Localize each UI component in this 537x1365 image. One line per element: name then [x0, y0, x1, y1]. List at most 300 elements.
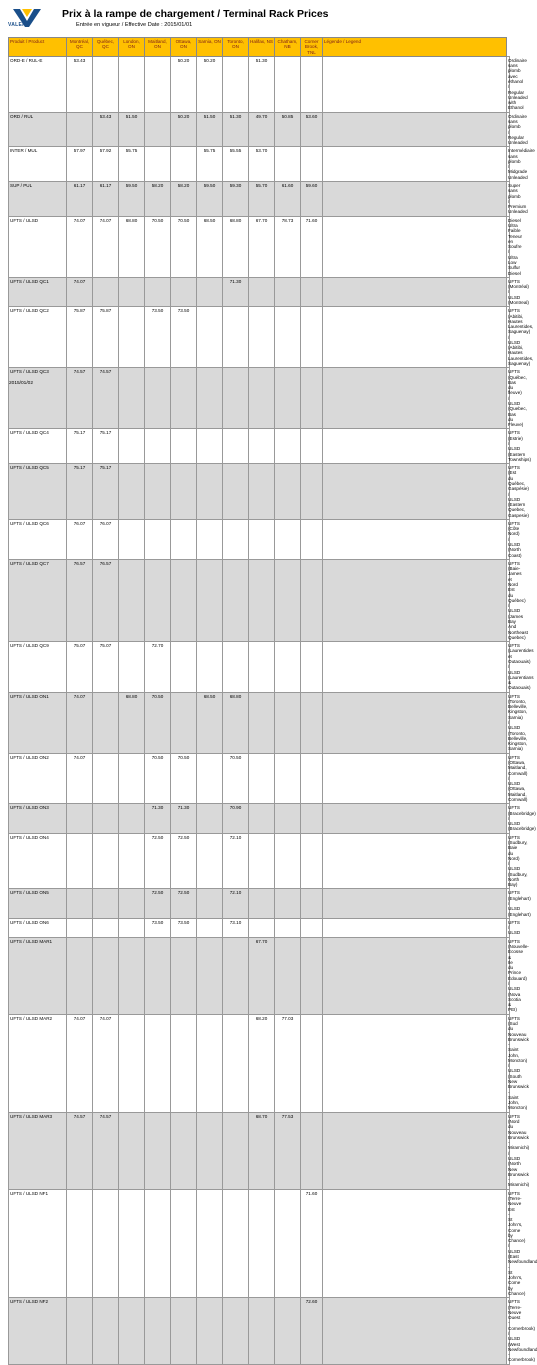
page-title: Prix à la rampe de chargement / Terminal Rack Prices — [62, 8, 329, 20]
price-cell — [119, 559, 145, 641]
price-cell — [249, 429, 275, 464]
price-cell — [119, 753, 145, 804]
product-cell: UFTS / ULSD ON1 — [9, 692, 67, 753]
price-cell: 74.07 — [67, 692, 93, 753]
price-cell — [197, 918, 223, 937]
legend-cell: Intermédiaire sans plomb / Midgrade Unleaded — [508, 148, 535, 180]
table-row — [9, 753, 510, 804]
price-cell — [145, 1112, 171, 1189]
price-cell — [197, 1189, 223, 1298]
legend-cell: UFTS (Abitibi, Hautes Laurentides, Saguenay) / ULSD (Abitibi, Hautes Laurentides, Saguenay) — [508, 308, 534, 367]
price-cell: 68.50 — [197, 216, 223, 277]
legend-cell: UFTS (Terre-Neuve Ouest - Cornerbrook) / ULSD (West Newfoundland - Cornerbrook) — [508, 1299, 537, 1363]
price-cell — [223, 1189, 249, 1298]
price-cell — [119, 277, 145, 306]
price-cell — [275, 147, 301, 182]
price-cell: 70.50 — [171, 753, 197, 804]
price-cell: 59.30 — [223, 182, 249, 217]
product-cell: ORD / RUL — [9, 112, 67, 147]
price-cell — [223, 642, 249, 693]
price-cell — [67, 918, 93, 937]
price-cell — [197, 833, 223, 889]
price-cell — [171, 559, 197, 641]
price-cell — [301, 464, 323, 520]
price-cell: 53.43 — [67, 56, 93, 112]
price-cell: 70.50 — [145, 753, 171, 804]
price-cell — [249, 889, 275, 918]
price-cell: 70.50 — [145, 692, 171, 753]
price-cell: 71.30 — [171, 804, 197, 833]
table-body — [9, 56, 537, 1364]
price-cell — [145, 112, 171, 147]
price-cell — [93, 918, 119, 937]
price-cell: 55.70 — [249, 182, 275, 217]
price-cell: 61.17 — [93, 182, 119, 217]
price-cell — [67, 1189, 93, 1298]
price-cell — [197, 804, 223, 833]
price-cell: 59.50 — [197, 182, 223, 217]
legend-cell: Ordinaire sans plomb avec éthanol / Regular Unleaded with Ethanol — [508, 57, 528, 111]
legend-cell: UFTS (Laurentides et Outaouais) / ULSD (Laurentians & Outaouais) — [508, 643, 534, 691]
price-cell — [171, 1298, 197, 1364]
price-cell: 72.70 — [145, 642, 171, 693]
price-cell — [197, 889, 223, 918]
price-cell — [323, 937, 507, 1014]
legend-cell: UFTS (Est du Québec, Gaspésie) / ULSD (Eastern Quebec, Gaspesie) — [508, 465, 529, 518]
table-row — [9, 147, 510, 182]
price-cell — [145, 937, 171, 1014]
price-cell — [119, 429, 145, 464]
legend-cell: UFTS (Nouvelle-Écosse & Ile du Prince Édouard) / ULSD (Nova Scotia & PEI) — [508, 938, 529, 1013]
table-row — [9, 216, 510, 277]
price-cell — [323, 429, 507, 464]
price-cell — [223, 368, 249, 429]
price-cell: 51.50 — [197, 112, 223, 147]
price-cell: 75.07 — [93, 642, 119, 693]
price-cell — [119, 918, 145, 937]
price-cell — [93, 889, 119, 918]
price-cell — [323, 1298, 507, 1364]
legend-cell: UFTS / ULSD — [508, 919, 521, 936]
price-cell — [323, 216, 507, 277]
product-cell: UFTS / ULSD NF1 — [9, 1189, 67, 1298]
price-cell: 50.85 — [275, 112, 301, 147]
price-cell — [93, 833, 119, 889]
price-cell — [119, 1189, 145, 1298]
price-cell — [275, 804, 301, 833]
price-cell: 68.50 — [197, 692, 223, 753]
price-cell — [275, 642, 301, 693]
table-row — [9, 889, 510, 918]
product-cell: UFTS / ULSD ON6 — [9, 918, 67, 937]
product-cell: ORD-E / RUL-E — [9, 56, 67, 112]
price-cell — [249, 753, 275, 804]
price-cell — [323, 56, 507, 112]
product-cell: UFTS / ULSD QC3 — [9, 368, 67, 429]
product-cell: UFTS / ULSD QC1 — [9, 277, 67, 306]
price-cell: 50.20 — [197, 56, 223, 112]
price-cell — [301, 804, 323, 833]
price-cell — [301, 429, 323, 464]
price-cell: 77.03 — [275, 1014, 301, 1112]
price-cell — [93, 1189, 119, 1298]
price-cell — [119, 642, 145, 693]
price-cell — [67, 889, 93, 918]
price-cell — [93, 692, 119, 753]
price-cell — [223, 1112, 249, 1189]
table-row — [9, 1014, 510, 1112]
price-cell — [301, 937, 323, 1014]
price-cell: 76.07 — [67, 519, 93, 559]
price-cell: 67.70 — [249, 216, 275, 277]
price-cell — [301, 147, 323, 182]
table-row — [9, 519, 510, 559]
price-cell: 75.17 — [67, 429, 93, 464]
price-cell: 55.55 — [223, 147, 249, 182]
price-cell — [275, 692, 301, 753]
product-cell: UFTS / ULSD ON2 — [9, 753, 67, 804]
product-cell: UFTS / ULSD QC4 — [9, 429, 67, 464]
price-cell — [323, 642, 507, 693]
price-cell — [93, 753, 119, 804]
price-cell: 70.50 — [223, 753, 249, 804]
price-cell: 71.60 — [301, 216, 323, 277]
price-cell — [249, 307, 275, 368]
column-header: Toronto, ON — [223, 38, 249, 57]
table-row — [9, 1298, 510, 1364]
price-cell: 74.07 — [67, 216, 93, 277]
product-cell: UFTS / ULSD MAR3 — [9, 1112, 67, 1189]
price-cell: 53.60 — [301, 112, 323, 147]
price-cell: 72.60 — [301, 1298, 323, 1364]
price-cell — [67, 804, 93, 833]
product-cell: UFTS / ULSD NF2 — [9, 1298, 67, 1364]
product-cell: UFTS / ULSD MAR2 — [9, 1014, 67, 1112]
table-row — [9, 182, 510, 217]
price-cell — [323, 918, 507, 937]
price-cell — [249, 559, 275, 641]
price-cell: 53.43 — [93, 112, 119, 147]
legend-cell: UFTS (Sudbury, Baie du Nord) / ULSD (Sudbury, North Bay) — [508, 834, 528, 888]
column-header: Produit / Product — [9, 38, 67, 57]
price-cell — [171, 519, 197, 559]
price-cell — [223, 1298, 249, 1364]
price-cell — [171, 1189, 197, 1298]
price-cell: 76.57 — [67, 559, 93, 641]
table-row — [9, 937, 510, 1014]
price-cell: 70.50 — [171, 216, 197, 277]
price-cell: 74.57 — [93, 368, 119, 429]
price-cell: 72.10 — [223, 833, 249, 889]
column-header: Québec, QC — [93, 38, 119, 57]
price-cell — [119, 464, 145, 520]
price-cell: 73.50 — [171, 307, 197, 368]
product-cell: UFTS / ULSD QC9 — [9, 642, 67, 693]
price-cell — [275, 464, 301, 520]
price-cell — [301, 642, 323, 693]
price-cell: 51.30 — [249, 56, 275, 112]
price-cell — [275, 429, 301, 464]
price-cell — [171, 642, 197, 693]
price-cell — [301, 1112, 323, 1189]
price-cell — [223, 429, 249, 464]
product-cell: UFTS / ULSD ON5 — [9, 889, 67, 918]
price-cell: 55.75 — [119, 147, 145, 182]
price-cell — [171, 464, 197, 520]
legend-cell: UFTS (Québec, Bas du fleuve) / ULSD (Quebec, Bas du Fleuve) — [508, 369, 527, 428]
price-cell — [249, 277, 275, 306]
price-cell — [197, 277, 223, 306]
price-cell: 74.07 — [93, 216, 119, 277]
price-cell — [171, 1112, 197, 1189]
price-cell — [119, 1298, 145, 1364]
price-cell — [249, 833, 275, 889]
legend-cell: Diesel Ultra Faible Teneur en Soufre / Ultra Low Sulfur Diesel — [508, 217, 523, 276]
price-cell — [323, 692, 507, 753]
price-cell — [249, 804, 275, 833]
legend-cell: Ordinaire sans plomb / Regular Unleaded — [508, 113, 528, 146]
price-cell — [223, 464, 249, 520]
price-cell — [119, 833, 145, 889]
price-cell — [119, 519, 145, 559]
price-cell: 51.30 — [223, 112, 249, 147]
price-cell: 68.80 — [119, 216, 145, 277]
price-cell: 71.30 — [223, 277, 249, 306]
price-cell — [323, 182, 507, 217]
column-header: Sarnia, ON — [197, 38, 223, 57]
product-cell: UFTS / ULSD MAR1 — [9, 937, 67, 1014]
price-cell: 73.50 — [171, 918, 197, 937]
table-row — [9, 56, 510, 112]
price-cell — [119, 937, 145, 1014]
price-cell: 75.17 — [67, 464, 93, 520]
price-cell — [197, 429, 223, 464]
price-cell — [323, 753, 507, 804]
price-cell: 59.60 — [301, 182, 323, 217]
price-cell — [171, 692, 197, 753]
price-cell — [197, 753, 223, 804]
price-cell — [119, 307, 145, 368]
table-row — [9, 833, 510, 889]
price-cell: 75.87 — [93, 307, 119, 368]
table-row — [9, 277, 510, 306]
price-cell — [119, 56, 145, 112]
price-cell: 72.50 — [145, 889, 171, 918]
price-cell — [93, 277, 119, 306]
price-cell — [301, 277, 323, 306]
price-cell — [323, 889, 507, 918]
price-cell: 78.73 — [275, 216, 301, 277]
table-row — [9, 368, 510, 429]
column-header: Chatham, NB — [275, 38, 301, 57]
price-table-wrapper — [8, 37, 537, 1365]
legend-cell: UFTS (Terre-Neuve Est - St John's, Come by Chance) / ULSD (East Newfoundland - St John's, Come by Chance) — [508, 1190, 537, 1296]
product-cell: UFTS / ULSD QC7 — [9, 559, 67, 641]
price-cell — [301, 519, 323, 559]
price-cell — [275, 56, 301, 112]
price-cell — [171, 1014, 197, 1112]
price-cell: 58.20 — [145, 182, 171, 217]
price-cell — [171, 147, 197, 182]
brand-name: VALERO — [8, 22, 31, 28]
price-cell — [275, 833, 301, 889]
price-cell — [323, 368, 507, 429]
price-cell — [171, 429, 197, 464]
price-cell: 77.53 — [275, 1112, 301, 1189]
price-cell — [249, 464, 275, 520]
price-cell — [145, 519, 171, 559]
price-cell — [197, 519, 223, 559]
legend-cell: UFTS (Nord du Nouveau Brunswick - Miramichi) / ULSD (North New Brunswick - Miramichi) — [508, 1113, 530, 1188]
price-cell: 70.50 — [145, 216, 171, 277]
price-cell: 57.92 — [93, 147, 119, 182]
price-cell — [301, 889, 323, 918]
price-cell — [197, 559, 223, 641]
table-row — [9, 692, 510, 753]
price-cell — [197, 464, 223, 520]
price-cell — [223, 307, 249, 368]
price-cell — [301, 753, 323, 804]
price-cell — [145, 1298, 171, 1364]
price-cell: 74.07 — [67, 1014, 93, 1112]
price-cell — [119, 804, 145, 833]
price-cell — [197, 368, 223, 429]
price-cell: 50.20 — [171, 56, 197, 112]
column-header: Montréal, QC — [67, 38, 93, 57]
table-row — [9, 559, 510, 641]
price-cell: 53.70 — [249, 147, 275, 182]
price-cell — [67, 1298, 93, 1364]
product-cell: UFTS / ULSD QC5 — [9, 464, 67, 520]
price-cell — [249, 692, 275, 753]
price-cell — [275, 1298, 301, 1364]
table-row — [9, 112, 510, 147]
column-header: Légende / Legend — [323, 38, 507, 57]
price-cell — [223, 1014, 249, 1112]
price-cell: 68.80 — [223, 216, 249, 277]
legend-cell: UFTS (Estrie) / ULSD (Eastern Townships) — [508, 430, 531, 462]
price-cell — [223, 937, 249, 1014]
price-cell — [275, 368, 301, 429]
price-cell — [275, 559, 301, 641]
product-cell: UFTS / ULSD QC2 — [9, 307, 67, 368]
price-cell — [145, 1014, 171, 1112]
price-cell — [323, 1014, 507, 1112]
price-cell — [197, 307, 223, 368]
price-cell — [249, 519, 275, 559]
price-cell — [145, 559, 171, 641]
column-header: Ottawa, ON — [171, 38, 197, 57]
price-cell: 72.50 — [145, 833, 171, 889]
price-cell: 75.07 — [67, 642, 93, 693]
price-cell — [171, 277, 197, 306]
price-cell: 68.80 — [119, 692, 145, 753]
price-cell — [323, 112, 507, 147]
price-cell: 55.75 — [197, 147, 223, 182]
price-cell — [275, 753, 301, 804]
legend-cell: UFTS (Côte Nord) / ULSD (North Coast) — [508, 520, 522, 558]
price-cell — [119, 1112, 145, 1189]
price-cell — [119, 1014, 145, 1112]
price-cell — [119, 889, 145, 918]
price-cell: 72.50 — [171, 889, 197, 918]
effective-date: Entrée en vigueur / Effective Date : 2015/01/01 — [76, 22, 193, 28]
legend-cell: UFTS (Montréal) / ULSD (Montreal) — [508, 278, 529, 305]
price-cell — [275, 277, 301, 306]
price-cell: 74.07 — [67, 753, 93, 804]
price-cell — [323, 464, 507, 520]
price-cell — [197, 1014, 223, 1112]
price-cell — [119, 368, 145, 429]
product-cell: SUP / PUL — [9, 182, 67, 217]
price-cell — [145, 147, 171, 182]
price-cell — [145, 56, 171, 112]
price-cell — [197, 1298, 223, 1364]
column-header: Halifax, NS — [249, 38, 275, 57]
price-cell: 67.70 — [249, 937, 275, 1014]
price-cell — [301, 307, 323, 368]
product-cell: UFTS / ULSD ON4 — [9, 833, 67, 889]
table-row — [9, 307, 510, 368]
price-cell — [93, 1298, 119, 1364]
price-cell — [301, 692, 323, 753]
price-cell: 57.97 — [67, 147, 93, 182]
price-cell — [323, 1112, 507, 1189]
price-cell — [171, 368, 197, 429]
price-cell — [323, 559, 507, 641]
price-cell — [145, 368, 171, 429]
price-cell: 75.17 — [93, 429, 119, 464]
price-cell: 72.50 — [171, 833, 197, 889]
product-cell: UFTS / ULSD QC6 — [9, 519, 67, 559]
column-header: Maitland, ON — [145, 38, 171, 57]
price-cell: 68.70 — [249, 1112, 275, 1189]
column-header: Corner Brook, TNL — [301, 38, 323, 57]
price-cell — [197, 642, 223, 693]
price-cell: 73.50 — [145, 307, 171, 368]
legend-cell: UFTS (Ottawa, Maitland, Cornwall) / ULSD (Ottawa, Maitland, Cornwall) — [508, 754, 528, 802]
product-cell: UFTS / ULSD ON3 — [9, 804, 67, 833]
price-cell: 58.20 — [171, 182, 197, 217]
price-cell — [323, 1189, 507, 1298]
table-row — [9, 642, 510, 693]
table-row — [9, 918, 510, 937]
price-cell: 59.50 — [119, 182, 145, 217]
price-cell — [275, 519, 301, 559]
table-header-row — [9, 38, 510, 57]
price-cell: 71.60 — [301, 1189, 323, 1298]
price-cell: 76.57 — [93, 559, 119, 641]
price-cell: 74.07 — [67, 277, 93, 306]
legend-cell: UFTS (Bracebridge) / ULSD (Bracebridge) — [508, 805, 536, 832]
price-cell — [223, 559, 249, 641]
price-cell — [249, 642, 275, 693]
footer-date: 2015/01/02 — [9, 381, 34, 386]
price-cell: 61.17 — [67, 182, 93, 217]
price-cell — [275, 307, 301, 368]
price-cell: 74.57 — [93, 1112, 119, 1189]
price-cell: 75.87 — [67, 307, 93, 368]
price-cell: 51.50 — [119, 112, 145, 147]
table-row — [9, 429, 510, 464]
price-cell — [323, 147, 507, 182]
legend-cell: UFTS (Englehart) / ULSD (Englehart) — [508, 890, 531, 917]
price-cell: 74.07 — [93, 1014, 119, 1112]
price-cell — [171, 937, 197, 1014]
price-cell — [323, 804, 507, 833]
table-row — [9, 464, 510, 520]
price-cell: 68.80 — [223, 692, 249, 753]
